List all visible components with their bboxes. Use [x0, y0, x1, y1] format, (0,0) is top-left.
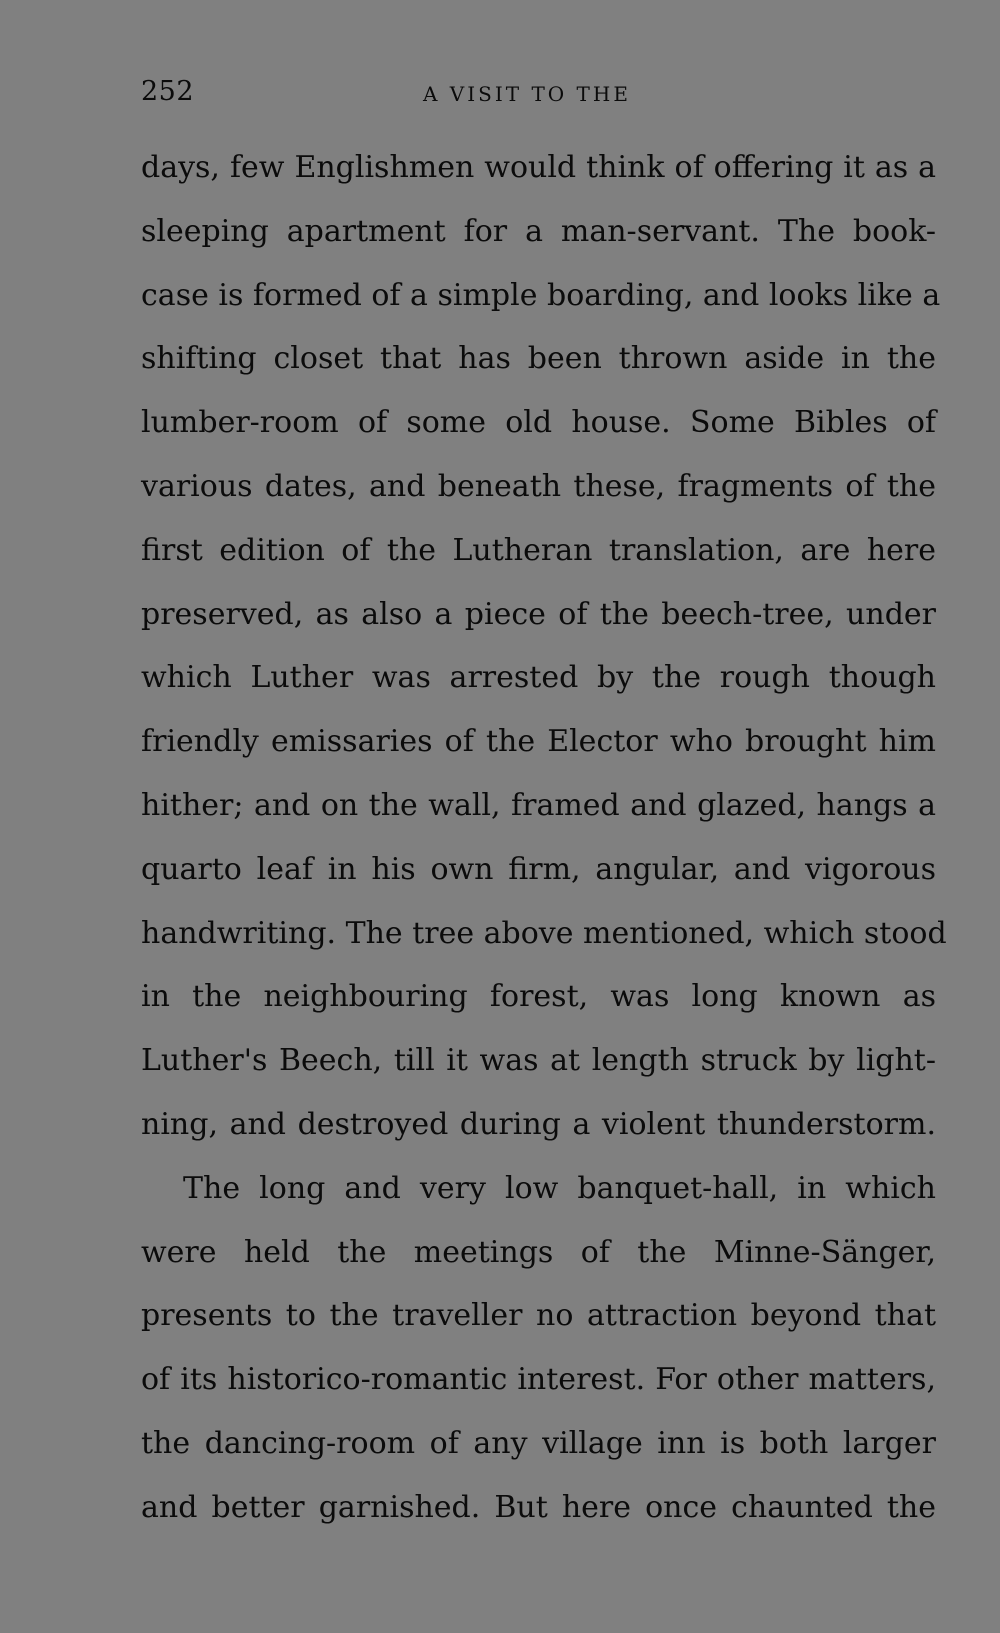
text-line: case is formed of a simple boarding, and looks like a [141, 277, 941, 313]
text-line: handwriting. The tree above mentioned, which stood [141, 915, 947, 951]
text-line: lumber-room of some old house. Some Bibles of [141, 405, 936, 441]
text-line: shifting closet that has been thrown aside in the [141, 341, 936, 377]
text-line: and better garnished. But here once chaunted the [141, 1489, 936, 1525]
text-line: preserved, as also a piece of the beech-tree, under [141, 596, 936, 632]
text-line: Luther's Beech, till it was at length struck by light- [141, 1043, 936, 1079]
text-line: were held the meetings of the Minne-Sänger, [141, 1234, 936, 1270]
text-line: quarto leaf in his own firm, angular, and vigorous [141, 851, 936, 887]
text-line: sleeping apartment for a man-servant. The book- [141, 213, 936, 249]
paragraph-first-line: The long and very low banquet-hall, in which [183, 1170, 936, 1206]
page-header [141, 72, 941, 112]
text-line: ning, and destroyed during a violent thunderstorm. [141, 1106, 936, 1142]
text-line: of its historico-romantic interest. For other matters, [141, 1362, 936, 1398]
running-head: A VISIT TO THE [423, 82, 631, 106]
page-number: 252 [141, 76, 195, 107]
text-line: which Luther was arrested by the rough though [141, 660, 936, 696]
text-line: presents to the traveller no attraction beyond that [141, 1298, 936, 1334]
text-line: various dates, and beneath these, fragments of the [141, 468, 936, 504]
text-line: first edition of the Lutheran translation, are here [141, 532, 936, 568]
body-text [141, 136, 947, 1540]
text-line: the dancing-room of any village inn is both larger [141, 1425, 936, 1461]
text-line: friendly emissaries of the Elector who brought him [141, 724, 936, 760]
text-line: hither; and on the wall, framed and glazed, hangs a [141, 787, 936, 823]
text-line: days, few Englishmen would think of offering it as a [141, 150, 936, 185]
text-line: in the neighbouring forest, was long known as [141, 979, 936, 1015]
